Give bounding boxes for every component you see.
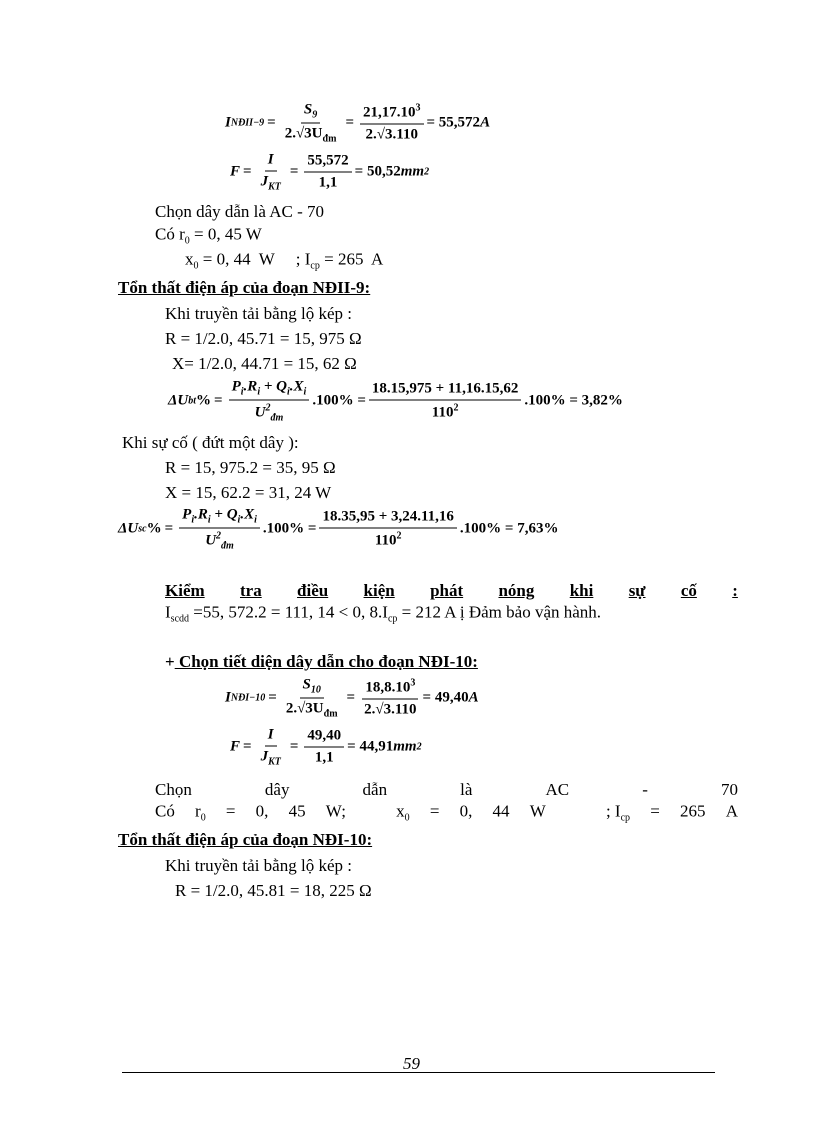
f-text: 110: [374, 532, 397, 549]
f-text: A: [468, 689, 479, 706]
w: r: [195, 801, 201, 821]
f-text: I: [265, 152, 277, 172]
f-text: = 44,91: [347, 738, 394, 755]
f-text: 2: [453, 402, 459, 414]
fraction: [369, 381, 521, 422]
w: cp: [620, 812, 631, 824]
t: = 0, 45 W: [189, 224, 262, 244]
footer-rule: [122, 1072, 715, 1073]
t: +: [165, 652, 175, 671]
f-text: %: [146, 520, 162, 537]
section-heading-ndi-10: [165, 652, 478, 672]
f-text: =: [289, 738, 299, 755]
w: Kiểm: [165, 581, 205, 600]
f-text: i: [254, 514, 257, 526]
text-line: [155, 224, 262, 251]
f-text: i: [191, 514, 195, 526]
f-text: 2.√3U: [284, 125, 323, 142]
w: =: [429, 801, 440, 821]
fraction: [282, 102, 340, 145]
fraction: [258, 727, 284, 768]
t: Chọn tiết diện dây dẫn cho đoạn NĐI-10:: [174, 652, 478, 671]
f-text: .R: [194, 506, 208, 523]
t: 0: [193, 260, 199, 272]
formula-cross-section-9: [230, 152, 429, 193]
f-text: i: [286, 386, 290, 398]
f-text: 2.√3.110: [365, 126, 418, 143]
w: dẫn: [362, 780, 388, 799]
f-text: i: [257, 386, 261, 398]
f-text: .100% =: [262, 520, 317, 537]
formula-voltage-loss-fault: [118, 507, 558, 552]
w: 45: [288, 801, 306, 821]
t: = 0, 44 W ; I: [198, 249, 311, 269]
f-text: 2: [265, 402, 271, 414]
f-text: 55,572: [304, 153, 351, 173]
f-text: J: [260, 173, 269, 190]
w: nóng: [498, 581, 535, 600]
f-text: 110: [431, 404, 454, 421]
w: dây: [264, 780, 290, 799]
fraction: [361, 678, 419, 719]
f-text: S: [302, 676, 311, 693]
f-text: i: [240, 386, 244, 398]
f-text: 2: [216, 530, 222, 542]
f-text: KT: [268, 181, 281, 193]
f-text: đm: [221, 540, 234, 552]
f-text: i: [237, 514, 241, 526]
t: scdd: [170, 613, 190, 625]
f-text: U: [205, 532, 217, 549]
text-line: R = 15, 975.2 = 35, 95 Ω: [165, 458, 336, 477]
t: = 212 A ị Đảm bảo vận hành.: [397, 602, 602, 622]
w: =: [650, 801, 660, 821]
f-text: 18.35,95 + 3,24.11,16: [319, 509, 456, 529]
w: là: [460, 780, 473, 799]
f-text: 1,1: [314, 749, 334, 766]
f-text: %: [196, 392, 212, 409]
w: 0,: [459, 801, 473, 821]
text-line: X = 15, 62.2 = 31, 24 W: [165, 483, 332, 502]
f-text: .100% = 3,82%: [524, 392, 623, 409]
fraction: [319, 509, 456, 550]
w: W;: [325, 801, 346, 821]
f-text: 18.15,975 + 11,16.15,62: [369, 381, 521, 401]
f-text: .100% = 7,63%: [459, 520, 559, 537]
f-text: S: [303, 101, 313, 118]
text-line-justified: [155, 780, 738, 800]
f-text: 18,8.10: [365, 679, 411, 696]
formula-current-ndii-9: [225, 102, 490, 145]
t: x: [185, 249, 194, 269]
f-text: đm: [270, 412, 284, 424]
fraction: [258, 152, 284, 193]
fraction: [304, 728, 344, 767]
w: 70: [720, 780, 738, 799]
f-text: I: [225, 114, 231, 131]
section-heading: Tổn thất điện áp của đoạn NĐII-9:: [118, 278, 371, 297]
f-text: NĐI−10: [230, 692, 266, 704]
f-text: I: [265, 727, 277, 747]
f-text: ΔU: [118, 520, 139, 537]
formula-voltage-loss-normal: [168, 379, 623, 424]
f-text: mm: [400, 163, 425, 180]
f-text: bt: [188, 395, 197, 407]
w: sự: [628, 581, 646, 600]
fraction: [229, 379, 310, 424]
f-text: =: [243, 738, 252, 755]
w: ; I: [605, 801, 621, 821]
f-text: =: [164, 520, 174, 537]
f-text: .X: [240, 506, 255, 523]
t: Có r: [155, 224, 185, 244]
text-line: [165, 602, 601, 629]
t: =55, 572.2 = 111, 14 < 0, 8.I: [189, 602, 388, 622]
t: cp: [387, 613, 398, 625]
w: kiện: [363, 581, 395, 600]
f-text: mm: [393, 738, 417, 755]
text-line: Khi truyền tải bằng lộ kép :: [165, 856, 352, 875]
w: A: [725, 801, 738, 821]
f-text: F: [230, 163, 241, 180]
w: :: [732, 581, 738, 600]
f-text: =: [289, 163, 299, 180]
w: khi: [569, 581, 594, 600]
w: tra: [239, 581, 262, 600]
f-text: U: [254, 404, 266, 421]
f-text: F: [230, 738, 241, 755]
text-line: X= 1/2.0, 44.71 = 15, 62 Ω: [172, 354, 357, 373]
f-text: J: [260, 748, 269, 765]
f-text: 3: [415, 102, 421, 114]
w: điều: [297, 581, 329, 600]
f-text: + Q: [210, 506, 238, 523]
f-text: ΔU: [168, 392, 189, 409]
f-text: + Q: [260, 378, 287, 395]
w: x: [396, 801, 405, 821]
f-text: 9: [312, 109, 318, 121]
f-text: .R: [243, 378, 258, 395]
fraction: [304, 153, 351, 192]
f-text: = 49,40: [422, 689, 469, 706]
f-text: =: [243, 163, 252, 180]
w: 0: [200, 812, 206, 824]
f-text: =: [346, 689, 356, 706]
f-text: = 50,52: [354, 163, 401, 180]
w: phát: [430, 581, 464, 600]
f-text: 3: [410, 677, 416, 689]
w: 0,: [255, 801, 269, 821]
f-text: 2: [396, 530, 402, 542]
w: AC: [545, 780, 570, 799]
text-line-justified: [155, 801, 738, 828]
section-heading: Tổn thất điện áp của đoạn NĐI-10:: [118, 830, 373, 849]
f-text: 49,40: [304, 728, 344, 748]
f-text: =: [214, 392, 223, 409]
f-text: 2.√3.110: [364, 701, 417, 718]
w: cố: [680, 581, 697, 600]
w: -: [642, 780, 648, 799]
f-text: sc: [138, 523, 147, 535]
f-text: .100% =: [312, 392, 366, 409]
w: 0: [404, 812, 410, 824]
f-text: i: [303, 386, 307, 398]
section-heading-check: [165, 581, 738, 601]
f-text: I: [225, 689, 231, 706]
f-text: 10: [310, 684, 321, 696]
f-text: 2.√3U: [285, 700, 324, 717]
f-text: P: [231, 378, 241, 395]
t: cp: [310, 260, 320, 272]
text-line: Chọn dây dẫn là AC - 70: [155, 202, 325, 221]
text-line: R = 1/2.0, 45.71 = 15, 975 Ω: [165, 329, 362, 348]
f-text: KT: [268, 756, 281, 768]
w: =: [225, 801, 236, 821]
formula-current-ndi-10: [225, 677, 479, 720]
page-number: 59: [403, 1054, 420, 1073]
t: = 265 A: [319, 249, 384, 269]
f-text: 1,1: [318, 174, 338, 191]
f-text: 2: [424, 166, 430, 178]
f-text: A: [480, 114, 491, 131]
f-text: 21,17.10: [363, 104, 416, 121]
f-text: =: [345, 114, 354, 131]
f-text: 2: [416, 741, 422, 753]
w: 44: [492, 801, 510, 821]
text-line: R = 1/2.0, 45.81 = 18, 225 Ω: [175, 881, 372, 900]
fraction: [283, 677, 341, 720]
fraction: [179, 507, 260, 552]
fraction: [360, 103, 424, 144]
w: W: [529, 801, 546, 821]
f-text: i: [207, 514, 211, 526]
t: 0: [184, 235, 190, 247]
f-text: = 55,572: [426, 114, 481, 131]
formula-cross-section-10: [230, 727, 422, 768]
t: I: [165, 602, 171, 622]
f-text: P: [182, 506, 192, 523]
f-text: đm: [322, 133, 337, 145]
w: Chọn: [155, 780, 192, 799]
f-text: .X: [289, 378, 304, 395]
f-text: =: [267, 114, 276, 131]
f-text: NĐII−9: [230, 117, 265, 129]
text-line: [185, 249, 383, 276]
text-line: Khi truyền tải bằng lộ kép :: [165, 304, 352, 323]
w: 265: [680, 801, 706, 821]
f-text: đm: [323, 708, 338, 720]
w: Có: [155, 801, 175, 821]
f-text: =: [268, 689, 277, 706]
text-line: Khi sự cố ( đứt một dây ):: [122, 433, 299, 452]
